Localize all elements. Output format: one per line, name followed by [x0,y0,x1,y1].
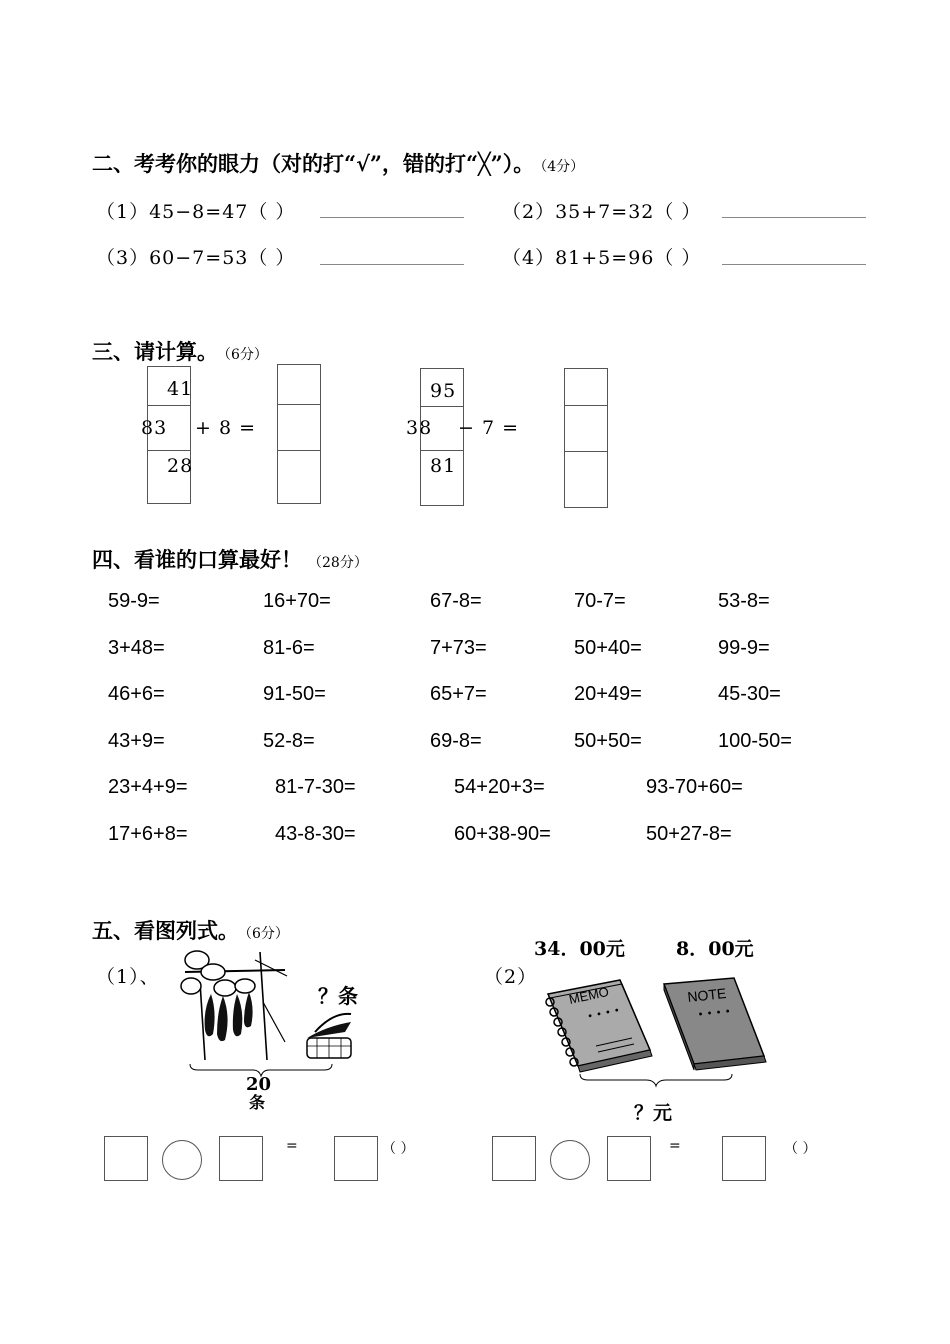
right-bottom-number: 81 [430,455,457,477]
mental-math-item: 81-6= [263,637,315,659]
equation-1-unit-blank[interactable]: （ ） [382,1141,415,1157]
mental-math-item: 50+40= [574,637,642,659]
number-divider-right-2 [420,450,464,451]
mental-math-item: 3+48= [108,637,165,659]
mental-math-item: 50+50= [574,730,642,752]
equation-1-operator-circle[interactable] [162,1140,202,1180]
answer-divider-right-1 [564,405,608,406]
mental-math-item: 59-9= [108,590,160,612]
equation-2-box-2[interactable] [607,1136,651,1181]
section5-heading [92,915,289,945]
section4-title: 四、看谁的口算最好！ [92,547,302,572]
right-top-number: 95 [430,380,457,402]
picture-problem-1-label: （1）、 [96,966,160,988]
section3-heading [92,336,268,366]
section3-points: （6分） [224,347,268,363]
mental-math-item: 100-50= [718,730,792,752]
judge-item-3: （3）60−7=53（ ） [96,247,296,269]
mental-math-item: 70-7= [574,590,626,612]
section4-points: （28分） [308,555,368,571]
mental-math-item: 7+73= [430,637,487,659]
mental-math-item: 50+27-8= [646,823,732,845]
mental-math-item: 53-8= [718,590,770,612]
judge-answer-line-1[interactable] [320,217,464,218]
mental-math-item: 93-70+60= [646,776,743,798]
answer-divider-left-1 [277,404,321,405]
mental-math-item: 46+6= [108,683,165,705]
left-mid-number: 83 [141,417,168,439]
picture-1-total-unit-clipped [249,1093,266,1112]
left-top-number: 41 [167,378,194,400]
judge-item-4: （4）81+5=96（ ） [502,247,702,269]
judge-answer-line-3[interactable] [320,264,464,265]
mental-math-item: 45-30= [718,683,781,705]
mental-math-item: 17+6+8= [108,823,188,845]
mental-math-item: 99-9= [718,637,770,659]
fish-drying-picture [175,942,365,1076]
section5-points: （6分） [245,926,289,942]
memo-price-label: 34．00元 [534,938,625,960]
answer-column-right[interactable] [564,368,608,508]
section2-points: （4分） [540,159,585,175]
note-price-label: 8．00元 [676,938,754,960]
equation-1-box-1[interactable] [104,1136,148,1181]
section5-title: 五、看图列式。 [92,918,239,943]
section2-title: 二、考考你的眼力（对的打“√”，错的打“╳”）。 [92,151,535,176]
picture-1-total-unit: 条 [249,1093,266,1112]
right-operation: − 7 = [458,417,520,439]
equation-2-result-box[interactable] [722,1136,766,1181]
judge-answer-line-2[interactable] [722,217,866,218]
equation-2-box-1[interactable] [492,1136,536,1181]
svg-text:• • • •: • • • • [586,1005,622,1023]
mental-math-item: 20+49= [574,683,642,705]
section4-heading [92,544,368,574]
mental-math-item: 81-7-30= [275,776,356,798]
notebooks-picture [536,972,772,1092]
section3-title: 三、请计算。 [92,339,218,364]
picture-1-question-label: ？条 [318,984,358,1008]
judge-item-1: （1）45−8=47（ ） [96,201,296,223]
right-mid-number: 38 [406,417,433,439]
judge-item-2: （2）35+7=32（ ） [502,201,702,223]
answer-column-left[interactable] [277,364,321,504]
mental-math-item: 69-8= [430,730,482,752]
svg-text:• • • •: • • • • [697,1006,732,1021]
mental-math-item: 43+9= [108,730,165,752]
mental-math-item: 54+20+3= [454,776,545,798]
mental-math-item: 43-8-30= [275,823,356,845]
mental-math-item: 65+7= [430,683,487,705]
judge-answer-line-4[interactable] [722,264,866,265]
mental-math-item: 52-8= [263,730,315,752]
answer-divider-right-2 [564,451,608,452]
equation-2-unit-blank[interactable]: （ ） [784,1141,817,1157]
memo-cover-text: MEMO [567,983,611,1007]
answer-divider-left-2 [277,450,321,451]
equation-1-result-box[interactable] [334,1136,378,1181]
left-operation: + 8 = [195,417,257,439]
equation-2-equals: = [669,1138,681,1154]
section2-heading [92,148,584,178]
picture-problem-2-label: （2） [484,966,538,988]
left-bottom-number: 28 [167,455,194,477]
picture-1-total-label: 20 [246,1074,272,1095]
mental-math-item: 23+4+9= [108,776,188,798]
mental-math-item: 16+70= [263,590,331,612]
number-divider-right-1 [420,406,464,407]
mental-math-item: 67-8= [430,590,482,612]
equation-1-equals: = [286,1138,298,1154]
picture-2-question-label: ？元 [634,1102,673,1124]
equation-1-box-2[interactable] [219,1136,263,1181]
mental-math-item: 60+38-90= [454,823,551,845]
equation-2-operator-circle[interactable] [550,1140,590,1180]
note-cover-text: NOTE [686,985,727,1005]
mental-math-item: 91-50= [263,683,326,705]
